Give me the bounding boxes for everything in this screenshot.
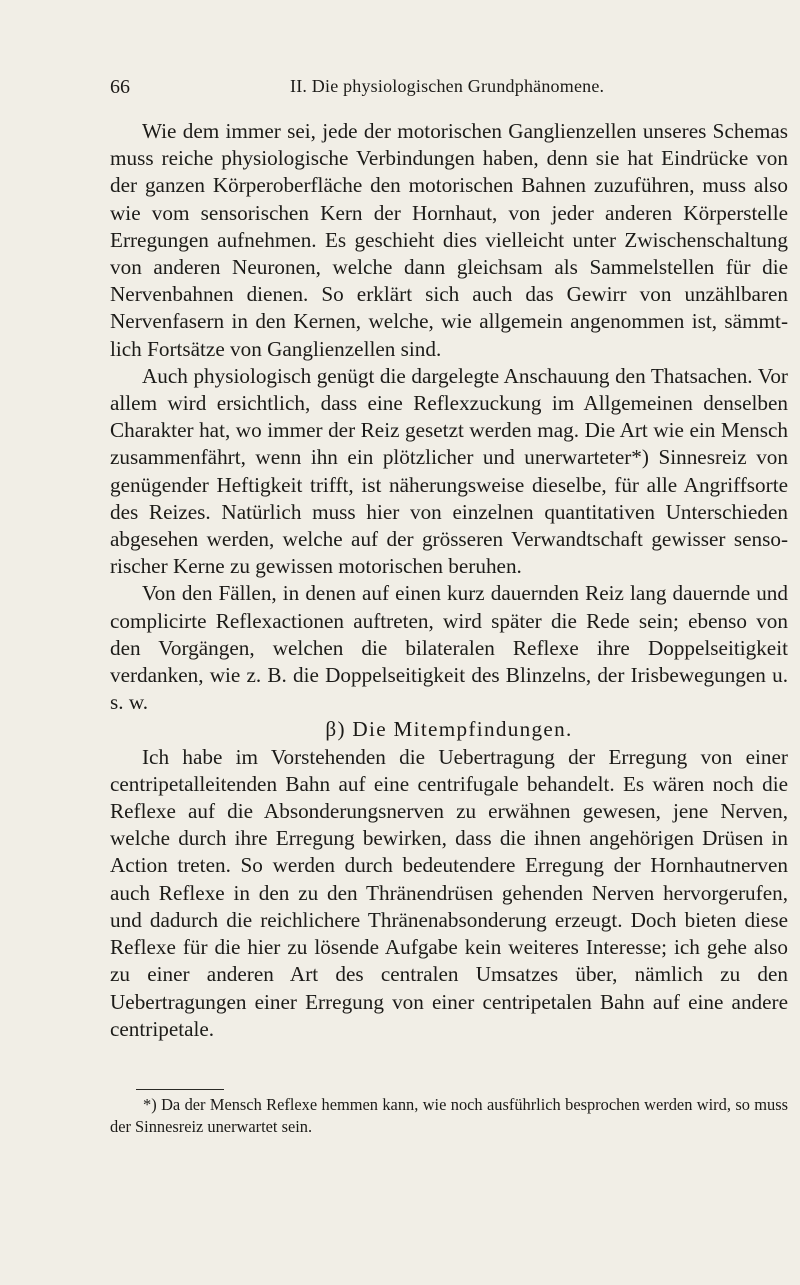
paragraph-4: Ich habe im Vorstehenden die Uebertragung der Erregung von einer centripetalleitenden Bahn auf eine centrifugale behandelt. Es wären noch die Reflexe auf die Absonderungsnerven zu erwähnen gewesen, jene Nerven, welche durch ihre Erregung bewirken, dass die ihnen angehörigen Drüsen in Action treten. So werden durch bedeutendere Erregung der Hornhautnerven auch Reflexe in den zu den Thränendrüsen gehenden Nerven hervorgerufen, und dadurch die reichlichere Thränenabsonderung erzeugt. Doch bieten diese Reflexe für die hier zu lösende Aufgabe kein weiteres Interesse; ich gehe also zu einer anderen Art des centralen Umsatzes über, nämlich zu den Uebertragungen einer Erregung von einer centripetalen Bahn auf eine andere centripetale. xyxy=(110,744,788,1041)
page-number: 66 xyxy=(110,76,130,98)
running-title: II. Die physiologischen Grundphänomene. xyxy=(290,76,605,96)
section-heading: β) Die Mitempfindungen. xyxy=(325,717,573,742)
page-header xyxy=(110,76,780,106)
paragraph-3: Von den Fällen, in denen auf einen kurz dauernden Reiz lang dauernde und complicirte Reflexactionen auftreten, wird später die Rede sein; ebenso von den Vorgängen, welchen die bilateralen Reflexe ihre Doppelseitigkeit verdanken, wie z. B. die Doppelseitigkeit des Blinzelns, der Irisbewegungen u. s. w. xyxy=(110,581,788,715)
paragraph-2: Auch physiologisch genügt die dargelegte Anschauung den Thatsachen. Vor allem wird ersichtlich, dass eine Reflexzuckung im Allgemeinen denselben Charakter hat, wo immer der Reiz gesetzt werden mag. Die Art wie ein Mensch zusammenfährt, wenn ihn ein plötzlicher und unerwarteter*) Sinnesreiz von genügender Heftigkeit trifft, ist näherungsweise dieselbe, für alle Angriffsorte des Reizes. Natürlich muss hier von einzelnen quantitativen Unterschieden abgesehen werden, welche auf der grösseren Verwandtschaft gewisser sensorischer Kerne zu gewissen motorischen beruhen. xyxy=(110,363,788,579)
footnote-marker: *) xyxy=(143,1095,157,1114)
paragraph-1: Wie dem immer sei, jede der motorischen Ganglienzellen unseres Schemas muss reiche physiologische Verbindungen haben, denn sie hat Eindrücke von der ganzen Körperoberfläche den motorischen Bahnen zuzuführen, muss also wie vom sensorischen Kern der Hornhaut, von jeder anderen Körperstelle Erregungen aufnehmen. Es geschieht dies vielleicht unter Zwischenschaltung von anderen Neuronen, welche dann gleichsam als Sammelstellen für die Nervenbahnen dienen. So erklärt sich auch das Gewirr von unzählbaren Nervenfasern in den Kernen, welche, wie allgemein angenommen ist, sämmtlich Fortsätze von Ganglienzellen sind. xyxy=(110,119,788,361)
footnote-text: Da der Mensch Reflexe hemmen kann, wie noch ausführlich besprochen werden wird, so muss der Sinnesreiz unerwartet sein. xyxy=(110,1095,788,1136)
footnote-divider xyxy=(136,1089,224,1090)
main-text xyxy=(110,118,788,1043)
footnote xyxy=(110,1094,788,1138)
